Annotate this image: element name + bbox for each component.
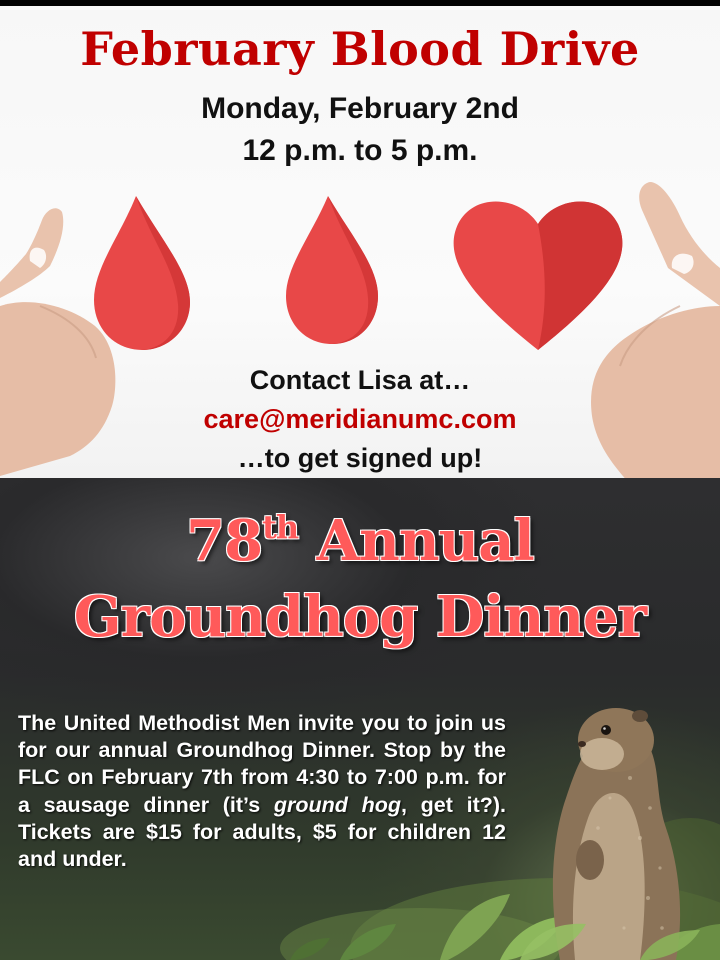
event-time: 12 p.m. to 5 p.m. xyxy=(242,134,478,167)
dinner-title-line2: Groundhog Dinner xyxy=(73,584,647,650)
description-part2: , get it?). Tickets are $15 for adults, $5 for children 12 and under. xyxy=(18,792,506,872)
event-date: Monday, February 2nd xyxy=(201,92,519,125)
description-part1: The United Methodist Men invite you to join us for our annual Groundhog Dinner. Stop by the FLC on February 7th from 4:30 to 7:00 p.m. for a sausage dinner (it’s xyxy=(18,711,506,817)
dinner-description xyxy=(18,710,506,873)
ordinal-suffix: th xyxy=(262,508,299,546)
blood-drive-title: February Blood Drive xyxy=(80,22,640,76)
description-emphasis: ground hog xyxy=(273,792,401,817)
heart-icon xyxy=(454,201,623,350)
dinner-title-line1 xyxy=(0,508,720,574)
contact-email-link[interactable]: care@meridianumc.com xyxy=(203,404,517,434)
hand-left xyxy=(0,208,115,476)
blood-drive-panel xyxy=(0,0,720,478)
anniversary-number: 78 xyxy=(186,508,263,574)
annual-word: Annual xyxy=(316,508,534,574)
contact-lead: Contact Lisa at… xyxy=(249,365,471,395)
blood-drop-icon xyxy=(286,196,378,344)
contact-tail: …to get signed up! xyxy=(237,443,483,473)
groundhog-figure xyxy=(553,708,680,960)
groundhog-dinner-panel xyxy=(0,478,720,960)
blood-drop-icon xyxy=(94,196,190,350)
